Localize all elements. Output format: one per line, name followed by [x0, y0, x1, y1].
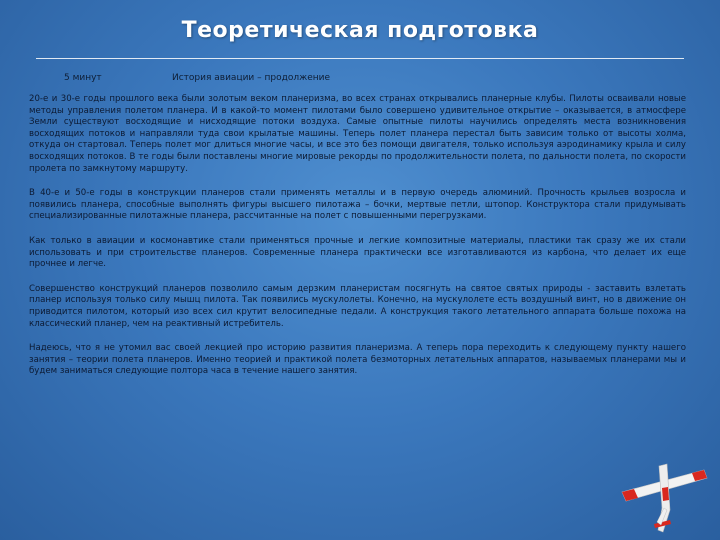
- paragraph-conclusion: Надеюсь, что я не утомил вас своей лекцией про историю развития планеризма. А теперь пора переходить к следующему пункту нашего занятия – теории полета планеров. Именно теорией и практикой полета безмоторных летательных аппаратов, называемых планерами мы и будем заниматься следующие полтора часа в течение нашего занятия.: [29, 343, 686, 377]
- page-title: Теоретическая подготовка: [181, 18, 539, 43]
- lecture-body: [29, 94, 686, 391]
- lesson-duration: 5 минут: [64, 73, 102, 83]
- paragraph-golden-age: 20-е и 30-е годы прошлого века были золотым веком планеризма, во всех странах открывались планерные клубы. Пилоты осваивали новые методы управления полетом планера. И в какой-то момент пилотами было совершено удивительное открытие – оказывается, в атмосфере Земли существуют восходящие и нисходящие потоки воздуха. Самые опытные пилоты научились определять места возникновения восходящих потоков и направляли туда свои крылатые машины. Теперь полет планера перестал быть зависим только от высоты холма, откуда он стартовал. Теперь полет мог длиться многие часы, и все это без помощи двигателя, только используя аэродинамику крыла и силу восходящих потоков. В те годы были поставлены многие мировые рекорды по продолжительности полета, по дальности полета, по скорости пролета по замкнутому маршруту.: [29, 94, 686, 174]
- glider-plane-icon: [612, 448, 712, 536]
- title-divider: [36, 58, 684, 59]
- paragraph-composites: Как только в авиации и космонавтике стали применяться прочные и легкие композитные материалы, пластики так сразу же их стали использовать и при строительстве планеров. Современные планера практически все изготавливаются из карбона, что делает их еще прочнее и легче.: [29, 235, 686, 270]
- paragraph-muscle-planes: Совершенство конструкций планеров позволило самым дерзким планеристам посягнуть на святое святых природы - заставить взлетать планер используя только силу мышц пилота. Так появились мускулолеты. Конечно, на мускулолете есть воздушный винт, но в движение он приводится пилотом, который изо всех сил крутит велосипедные педали. А конструкция такого летательного аппарата больше похожа на классический планер, чем на реактивный истребитель.: [29, 283, 686, 329]
- fuselage-stripe: [662, 487, 669, 501]
- lesson-topic: История авиации – продолжение: [172, 73, 330, 83]
- paragraph-metal-gliders: В 40-е и 50-е годы в конструкции планеров стали применять металлы и в первую очередь алюминий. Прочность крыльев возросла и появились планера, способные выполнять фигуры высшего пилотажа – бочки, мертвые петли, штопор. Конструктора стали придумывать специализированные пилотажные планера, рассчитанные на полет с повышенными перегрузками.: [29, 188, 686, 222]
